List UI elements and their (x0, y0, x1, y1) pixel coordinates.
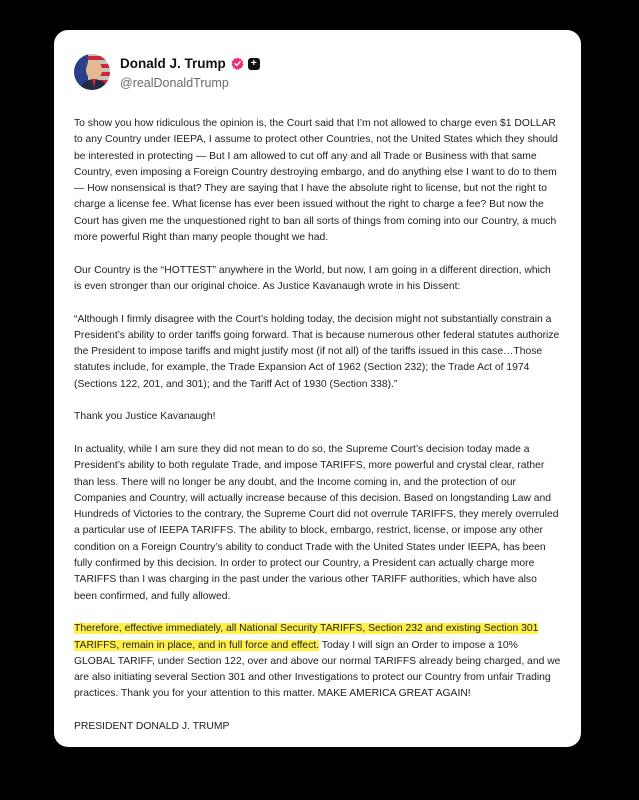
post-signoff: PRESIDENT DONALD J. TRUMP (74, 720, 230, 732)
author-block (120, 55, 260, 90)
avatar[interactable] (74, 54, 110, 90)
verified-badge-icon (231, 57, 244, 70)
post-body (74, 116, 561, 735)
post-paragraph-2: Our Country is the “HOTTEST” anywhere in the World, but now, I am going in a different direction, which is even stronger than our original choice. As Justice Kavanaugh wrote in his Dissent: (74, 264, 551, 292)
display-name-row (120, 55, 260, 73)
plus-badge-icon: + (248, 58, 260, 70)
post-paragraph-1: To show you how ridiculous the opinion is, the Court said that I’m not allowed to charge even $1 DOLLAR to any Country under IEEPA, I assume to protect other Countries, not the United States which they should be interested in protecting — But I am allowed to cut off any and all Trade or Business with that same Country, even imposing a Foreign Country destroying embargo, and do anything else I want to do to them — How nonsensical is that? They are saying that I have the absolute right to license, but not the right to charge a license fee. What license has ever been issued without the right to charge a fee? But now the Court has given me the unquestioned right to ban all sorts of things from coming into our Country, a much more powerful Right than many people thought we had. (74, 118, 558, 244)
post-paragraph-thanks: Thank you Justice Kavanaugh! (74, 411, 216, 423)
highlighted-text: Therefore, effective immediately, all National Security TARIFFS, Section 232 and existing Section 301 TARIFFS, remain in place, and in full force and effect. (74, 623, 539, 651)
post-paragraph-5: In actuality, while I am sure they did not mean to do so, the Supreme Court’s decision today made a President’s ability to both regulate Trade, and impose TARIFFS, more powerful and crystal clear, rather than less. There will no longer be any doubt, and the Income coming in, and the protection of our Companies and Country, will actually increase because of this decision. Based on longstanding Law and Hundreds of Victories to the contrary, the Supreme Court did not overrule TARIFFS, they merely overruled a particular use of IEEPA TARIFFS. The ability to block, embargo, restrict, license, or impose any other condition on a Foreign Country’s ability to conduct Trade with the United States under IEEPA, has been fully confirmed by this decision. In order to protect our Country, a President can actually charge more TARIFFS than I was charging in the past under the various other TARIFF authorities, which have also been confirmed, and fully allowed. (74, 443, 559, 602)
post-final-paragraph (74, 621, 561, 702)
final-paragraph-rest: Today I will sign an Order to impose a 10% GLOBAL TARIFF, under Section 122, over and above our normal TARIFFS already being charged, and we are also initiating several Section 301 and other Investigations to protect our Country from unfair Trading practices. Thank you for your attention to this matter. MAKE AMERICA GREAT AGAIN! (74, 639, 561, 700)
post-header (74, 50, 561, 94)
author-handle[interactable]: @realDonaldTrump (120, 75, 229, 90)
post-card (54, 30, 581, 747)
display-name[interactable]: Donald J. Trump (120, 56, 226, 71)
avatar-portrait-icon (74, 54, 110, 90)
post-quote-paragraph: “Although I firmly disagree with the Court’s holding today, the decision might not substantially constrain a President’s ability to order tariffs going forward. That is because numerous other federal statutes authorize the President to impose tariffs and might justify most (if not all) of the tariffs issued in this case…Those statutes include, for example, the Trade Expansion Act of 1962 (Section 232); the Trade Act of 1974 (Sections 122, 201, and 301); and the Tariff Act of 1930 (Section 338).” (74, 313, 560, 390)
